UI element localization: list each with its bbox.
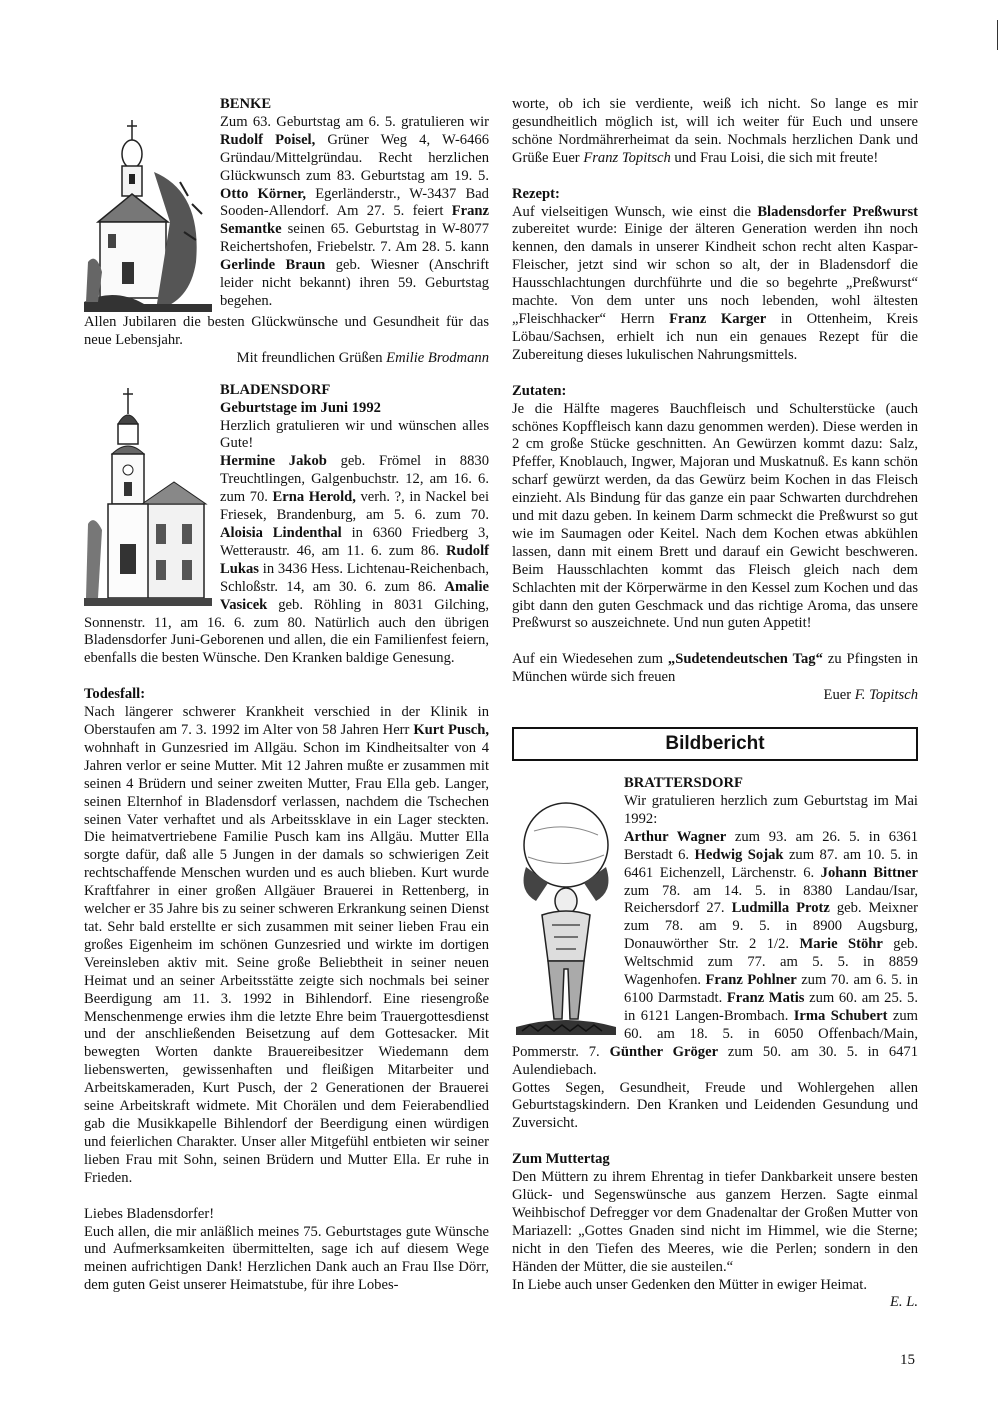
letter-continuation: worte, ob ich sie verdiente, weiß ich nicht. So lange es mir gesundheitlich möglich ist, will ich weiter für Euch und unsere schöne Nordmährerheimat da sein. Nochmals herzlichen Dank und Grüße Euer Franz Topitsch und Frau Loisi, die sich mit freute! [512, 96, 918, 166]
bladensdorf-text: Herzlich gratulieren wir und wünschen alles Gute! Hermine Jakob geb. Frömel in 8830 Treuchtlingen, Galgenbuchstr. 12, am 16. 6. zum 70. Erna Herold, verh. ?, in Nackel bei Friesek, Brandenburg, am 5. 6. zum 70. Aloisia Lindenthal in 6360 Friedberg 3, Wetteraustr. 46, am 11. 6. zum 86. Rudolf Lukas in 3436 Hess. Lichtenau-Reichenbach, Schloßstr. 14, am 30. 6. zum 86. Amalie Vasicek geb. Röhling in 8031 Gilching, Sonnenstr. 11, am 16. 6. zum 80. Natürlich auch den übrigen Bladensdorfer Juni-Geborenen und allen, die ein Familienfest feiern, ebenfalls die besten Wünsche. Den Kranken baldige Genesung. [84, 417, 490, 667]
rezept-title: Rezept: [512, 185, 560, 202]
letter-text: Euch allen, die mir anläßlich meines 75. Geburtstages gute Wünsche und Aufmerksamkeiten übermittelten, sage ich auf diesem Wege meinen aufrichtigen Dank! Herzlichen Dank auch an Frau Ilse Dörr, dem guten Geist unserer Heimatstube, für ihre Lobes- [84, 1223, 489, 1294]
benke-text: Zum 63. Geburtstag am 6. 5. gratulieren wir Rudolf Poisel, Grüner Weg 4, W-6466 Gründau/Mittelgründau. Recht herzlichen Glückwunsch zum 83. Geburtstag am 19. 5. Otto Körner, Egerländerstr., W-3437 Bad Sooden-Allendorf. Am 27. 5. feiert Franz Semantke seinen 65. Geburtstag in W-8077 Reichertshofen, Friebelstr. 7. Am 28. 5. kann Gerlinde Braun geb. Wiesner (Anschrift leider nicht bekannt) ihren 59. Geburtstag begehen. [220, 113, 489, 309]
section-zutaten [512, 383, 918, 634]
todesfall-title: Todesfall: [84, 686, 146, 703]
section-muttertag [512, 1151, 918, 1312]
church-tower-drawing-icon [84, 384, 212, 608]
sudeten-text: Auf ein Wiedesehen zum „Sudetendeutschen Tag“ zu Pfingsten in München würde sich freuen [512, 651, 918, 686]
section-brattersdorf [512, 775, 918, 1133]
left-column [84, 96, 489, 1295]
zutaten-text: Je die Hälfte mageres Bauchfleisch und Schulterstücke (auch schönes Kopffleisch kann dazu genommen werden). Diese werden in 2 cm große Stücke geschnitten. An Gewürzen kommt dazu: Salz, Pfeffer, Knoblauch, Ingwer, Majoran und Muskatnuß. Es kann schön scharf gewürzt werden, da das Gewürz beim Kochen in das Fleisch einzieht. Als Bindung für das ganze ein paar Schwarten durchdrehen und mit dazu geben. In keinem Darm schmeckt die Preßwurst so gut wie im Saumagen oder Keitel. Nach dem Kochen etwas abkühlen lassen, dann mit einem Brett und darauf ein Gewicht beschweren. Beim Hausschlachten kommt das Fleisch gleich nach dem Schlachten mit der Körperwärme in den Kessel zum Kochen und das gibt dann den guten Geschmack und das richtige Aroma, das unsere Preßwurst so auszeichnete. Und nun guten Appetit! [512, 400, 918, 632]
church-chapel-drawing-icon [84, 112, 212, 312]
rezept-text: Auf vielseitigen Wunsch, wie einst die Bladensdorfer Preßwurst zubereitet wurde: Einige der älteren Generation werden ihn noch kennen, den damals in unserer Kindheit schon recht alten Kaspar-Fleischer, jetzt sind wir schon so alt, der in Bladensdorf die Hausschlachtungen durchführte und die so begehrte „Preßwurst“ machte. Von dem unter uns noch lebenden, wohl ältesten „Fleischhacker“ Herrn Franz Karger in Ottenheim, Kreis Löbau/Sachsen, erhielt ich nun ein genaues Rezept für die Zubereitung dieses lukulischen Nahrungsmittels. [512, 203, 919, 363]
sudeten-signature: Euer F. Topitsch [823, 687, 918, 704]
benke-greeting: Mit freundlichen Grüßen Emilie Brodmann [236, 349, 489, 366]
section-benke [84, 96, 489, 368]
bladensdorf-title: BLADENSDORF [220, 381, 331, 398]
section-letter [84, 1206, 489, 1296]
section-rezept [512, 186, 918, 365]
bladensdorf-subtitle: Geburtstage im Juni 1992 [220, 399, 381, 416]
page-number: 15 [900, 1352, 915, 1368]
section-sudeten [512, 651, 918, 705]
muttertag-text-2: In Liebe auch unser Gedenken den Mütter in ewiger Heimat. [512, 1276, 867, 1293]
brattersdorf-title: BRATTERSDORF [624, 775, 743, 792]
muttertag-title: Zum Muttertag [512, 1151, 610, 1168]
atlas-statue-drawing-icon [512, 791, 618, 1041]
right-column [512, 96, 918, 1312]
benke-closing: Allen Jubilaren die besten Glückwünsche und Gesundheit für das neue Lebensjahr. [84, 314, 489, 348]
page-edge-mark [997, 20, 998, 50]
brattersdorf-closing: Gottes Segen, Gesundheit, Freude und Wohlergehen allen Geburtstagskindern. Den Kranken und Leidenden Gesundung und Zuversicht. [512, 1079, 918, 1132]
letter-salutation: Liebes Bladensdorfer! [84, 1205, 215, 1222]
zutaten-title: Zutaten: [512, 382, 567, 399]
atlas-statue-illustration [512, 791, 618, 1041]
brattersdorf-text: Wir gratulieren herzlich zum Geburtstag im Mai 1992: Arthur Wagner zum 93. am 26. 5. in 6361 Berstadt 6. Hedwig Sojak zum 87. am 10. 5. in 6461 Eichenzell, Lärchenstr. 6. Johann Bittner zum 78. am 14. 5. in 8380 Landau/Isar, Reichersdorf 27. Ludmilla Protz geb. Meixner zum 78. am 9. 5. in 8900 Augsburg, Donauwörther Str. 2 1/2. Marie Stöhr geb. Weltschmid zum 77. am 5. 5. in 8859 Wagenhofen. Franz Pohlner zum 70. am 6. 5. in 6100 Darmstadt. Franz Matis zum 60. am 25. 5. in 6121 Langen-Brombach. Irma Schubert zum 60. am 18. 5. in 6050 Offenbach/Main, Pommerstr. 7. Günther Gröger zum 50. am 30. 5. in 6471 Aulendiebach. [512, 793, 919, 1078]
church-chapel-illustration [84, 112, 212, 312]
muttertag-text: Den Müttern zu ihrem Ehrentag in tiefer Dankbarkeit unsere besten Glück- und Segenswünsche aus ganzem Herzen. Sagte einmal Weihbischof Defregger vor dem Gnadenaltar der Großen Mutter von Mariazell: „Gottes Gnaden sind nicht im Himmel, wie die Sterne; nicht in den Tiefen des Meeres, wie die Perlen; sondern in den Händen der Mütter, die sie austeilen.“ [512, 1169, 918, 1275]
todesfall-text: Nach längerer schwerer Krankheit verschied in der Klinik in Oberstaufen am 7. 3. 1992 im Alter von 58 Jahren Herr Kurt Pusch, wohnhaft in Gunzesried im Allgäu. Schon im Kindheitsalter von 4 Jahren verlor er seine Mutter. Mit 12 Jahren mußte er zusammen mit seinen 4 Brüdern und seiner zweiten Mutter, Frau Ella geb. Langer, seinen Elternhof in Bladensdorf verlassen, nachdem die Tschechen seinen Vater verhaftet und als Arbeitssklave in ein Lager steckten. Die heimatvertriebene Familie Pusch kam ins Allgäu. Mutter Ella sorgte dafür, daß alle 5 Jungen in der damals so schwierigen Zeit rechtschaffende Menschen wurden und es auch blieben. Kurt wurde Kraftfahrer in einer großen Allgäuer Brauerei in Rettenberg, in welcher er 35 Jahre bis zu seiner schweren Erkrankung seinen Dienst tat. Sehr bald erstellte er sich zusammen mit seiner lieben Frau ein großes Eigenheim im schönen Gunzesried und wirkte im dortigen Vereinsleben aktiv mit. Seine große Beliebtheit in seiner neuen Heimat und an seiner Arbeitsstätte zeigte sich nochmals bei seiner Beerdigung am 11. 3. 1992 in Bihlendorf. Eine riesengroße Menschenmenge erwies ihm die letzte Ehre beim Trauergottesdienst und der anschließenden Beisetzung auf dem Gottesacker. Mit bewegten Worten dankte Brauereibesitzer Wiedemann dem liebenswerten, gewissenhaften und fleißigen Mitarbeiter und Arbeitskameraden, Kurt Pusch, der 2 Generationen der Brauerei seine Arbeitskraft widmete. Mit Chorälen und dem Feierabendlied gab die Musikkapelle Bihlendorf der Beerdigung einen würdigen und feierlichen Charakter. Unser aller Mitgefühl entbieten wir seiner lieben Frau mit Sohn, seinen Brüdern und Mutter Ella. Er ruhe in Frieden. [84, 704, 490, 1186]
muttertag-signature: E. L. [890, 1294, 918, 1311]
church-tower-illustration [84, 384, 212, 608]
bildbericht-heading-box: Bildbericht [512, 727, 918, 761]
section-bladensdorf [84, 382, 489, 669]
benke-title: BENKE [220, 96, 272, 112]
section-todesfall [84, 686, 489, 1187]
